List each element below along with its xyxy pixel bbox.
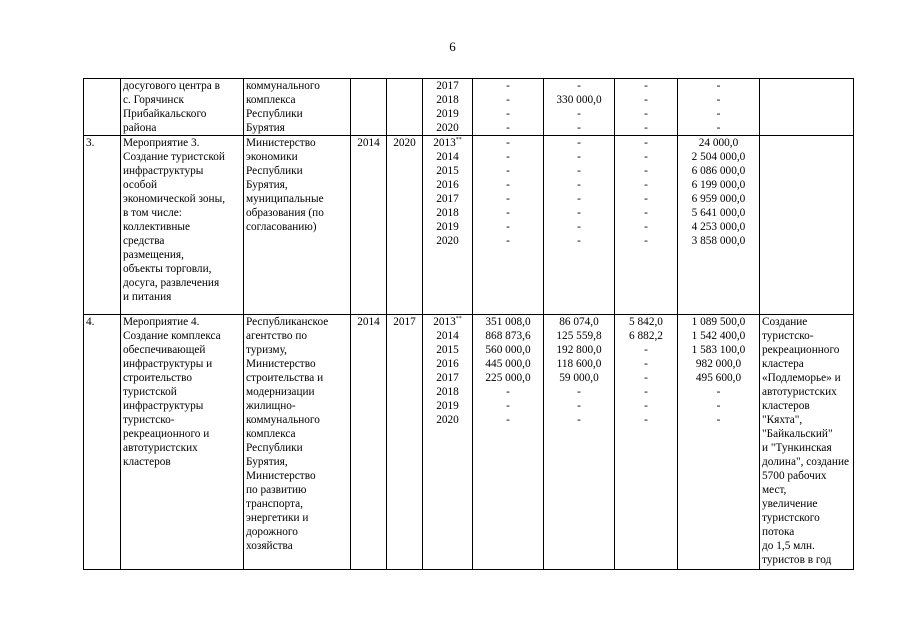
amount-value <box>617 329 675 343</box>
cell-text: 2019 <box>436 108 459 120</box>
cell-text: - <box>506 400 510 412</box>
cell-text: 86 074,0 <box>559 316 599 328</box>
cell-text: - <box>644 235 648 247</box>
start-year <box>351 79 387 136</box>
cell-text: - <box>506 80 510 92</box>
cell-text: 5 641 000,0 <box>691 207 746 219</box>
cell-text: - <box>644 372 648 384</box>
amount-value <box>680 192 757 206</box>
cell-text: - <box>644 344 648 356</box>
funding-col-3 <box>615 315 678 570</box>
cell-text: - <box>644 94 648 106</box>
cell-text: - <box>644 414 648 426</box>
amount-value <box>617 192 675 206</box>
cell-text: - <box>506 94 510 106</box>
amount-value <box>680 79 757 93</box>
amount-value <box>680 315 757 329</box>
year-value <box>425 107 470 121</box>
amount-value <box>680 357 757 371</box>
cell-text: - <box>577 414 581 426</box>
year-value <box>425 93 470 107</box>
cell-text: 225 000,0 <box>485 372 531 384</box>
amount-value <box>617 121 675 135</box>
cell-text: 1 089 500,0 <box>691 316 746 328</box>
cell-text: - <box>577 108 581 120</box>
amount-value <box>546 329 612 343</box>
activity-name: Мероприятие 4. Создание комплекса обеспечивающей инфраструктуры и строительство туристской инфраструктуры туристско- рекреационного и автотуристских кластеров <box>121 315 244 570</box>
cell-text: - <box>644 386 648 398</box>
amount-value <box>680 413 757 427</box>
cell-text: 59 000,0 <box>559 372 599 384</box>
amount-value <box>680 93 757 107</box>
cell-text: - <box>644 108 648 120</box>
cell-text: 445 000,0 <box>485 358 531 370</box>
amount-value <box>475 107 541 121</box>
amount-value <box>546 315 612 329</box>
amount-value <box>680 329 757 343</box>
year-value <box>425 206 470 220</box>
cell-text: - <box>506 207 510 219</box>
cell-text: - <box>716 80 721 92</box>
cell-text: - <box>644 165 648 177</box>
cell-text: 5 842,0 <box>629 316 663 328</box>
amount-value <box>617 399 675 413</box>
cell-text: - <box>506 235 510 247</box>
amount-value <box>680 220 757 234</box>
cell-text: 2016 <box>436 358 459 370</box>
amount-value <box>680 343 757 357</box>
cell-text: - <box>577 400 581 412</box>
start-year: 2014 <box>351 315 387 570</box>
cell-text: - <box>577 193 581 205</box>
expected-result: Создание туристско- рекреационного кластера «Подлеморье» и автотуристских кластеров "Кяхта", "Байкальский" и "Тункинская долина", создание 5700 рабочих мест, увеличение туристского потока до 1,5 млн. туристов в год <box>760 315 854 570</box>
expected-result <box>760 79 854 136</box>
amount-value <box>546 220 612 234</box>
cell-text: 192 800,0 <box>556 344 602 356</box>
amount-value <box>475 136 541 150</box>
amount-value <box>617 413 675 427</box>
table-row <box>84 315 854 570</box>
amount-value <box>475 234 541 248</box>
amount-value <box>475 93 541 107</box>
amount-value <box>475 329 541 343</box>
cell-text: 1 542 400,0 <box>691 330 746 342</box>
cell-text: - <box>506 122 510 134</box>
cell-text: 2020 <box>436 414 459 426</box>
amount-value <box>546 136 612 150</box>
amount-value <box>680 371 757 385</box>
funding-col-3 <box>615 136 678 315</box>
row-number: 3. <box>84 136 121 315</box>
amount-value <box>475 371 541 385</box>
years-list <box>423 79 473 136</box>
cell-text: - <box>716 386 721 398</box>
cell-text: 2014 <box>436 151 459 163</box>
amount-value <box>617 150 675 164</box>
amount-value <box>617 357 675 371</box>
cell-text: 125 559,8 <box>556 330 602 342</box>
funding-col-4 <box>678 79 760 136</box>
amount-value <box>475 385 541 399</box>
end-year <box>387 79 423 136</box>
footnote-mark: ** <box>455 137 462 144</box>
cell-text: - <box>506 414 510 426</box>
cell-text: - <box>644 400 648 412</box>
amount-value <box>475 315 541 329</box>
year-value <box>425 220 470 234</box>
amount-value <box>680 121 757 135</box>
funding-col-1 <box>473 79 544 136</box>
amount-value <box>617 178 675 192</box>
cell-text: - <box>716 414 721 426</box>
cell-text: 560 000,0 <box>485 344 531 356</box>
cell-text: - <box>716 122 721 134</box>
cell-text: 868 873,6 <box>485 330 531 342</box>
amount-value <box>680 136 757 150</box>
year-value <box>425 315 470 329</box>
amount-value <box>475 357 541 371</box>
amount-value <box>546 93 612 107</box>
amount-value <box>617 315 675 329</box>
cell-text: - <box>577 179 581 191</box>
cell-text: - <box>577 235 581 247</box>
cell-text: - <box>577 151 581 163</box>
cell-text: 2020 <box>436 235 459 247</box>
cell-text: 2 504 000,0 <box>691 151 746 163</box>
amount-value <box>680 164 757 178</box>
amount-value <box>475 192 541 206</box>
cell-text: - <box>644 80 648 92</box>
amount-value <box>546 164 612 178</box>
amount-value <box>617 371 675 385</box>
cell-text: - <box>716 108 721 120</box>
expected-result <box>760 136 854 315</box>
years-list <box>423 136 473 315</box>
activity-name: Мероприятие 3. Создание туристской инфраструктуры особой экономической зоны, в том числе: коллективные средства размещения, объекты торговли, досуга, развлечения и питания <box>121 136 244 315</box>
year-value <box>425 371 470 385</box>
cell-text: 6 882,2 <box>629 330 663 342</box>
cell-text: - <box>506 221 510 233</box>
table-row <box>84 136 854 315</box>
cell-text: - <box>644 137 648 149</box>
cell-text: - <box>577 207 581 219</box>
amount-value <box>546 206 612 220</box>
cell-text: - <box>644 358 648 370</box>
start-year: 2014 <box>351 136 387 315</box>
executor: Республиканское агентство по туризму, Министерство строительства и модернизации жилищно- коммунального комплекса Республики Бурятия, Министерство по развитию транспорта, энергетики и дорожного хозяйства <box>244 315 351 570</box>
amount-value <box>546 121 612 135</box>
amount-value <box>475 150 541 164</box>
cell-text: 2013 <box>433 137 456 149</box>
cell-text: - <box>716 400 721 412</box>
amount-value <box>617 136 675 150</box>
year-value <box>425 329 470 343</box>
row-number: 4. <box>84 315 121 570</box>
cell-text: 2018 <box>436 207 459 219</box>
amount-value <box>475 121 541 135</box>
cell-text: 118 600,0 <box>556 358 602 370</box>
cell-text: - <box>716 94 721 106</box>
cell-text: - <box>577 165 581 177</box>
funding-col-1 <box>473 315 544 570</box>
cell-text: 1 583 100,0 <box>691 344 746 356</box>
cell-text: 495 600,0 <box>695 372 742 384</box>
amount-value <box>617 79 675 93</box>
amount-value <box>680 206 757 220</box>
year-value <box>425 178 470 192</box>
amount-value <box>546 399 612 413</box>
amount-value <box>617 107 675 121</box>
funding-col-3 <box>615 79 678 136</box>
page-number: 6 <box>449 39 456 54</box>
amount-value <box>546 192 612 206</box>
cell-text: 3 858 000,0 <box>691 235 746 247</box>
end-year: 2017 <box>387 315 423 570</box>
cell-text: - <box>577 122 581 134</box>
amount-value <box>475 206 541 220</box>
cell-text: - <box>644 221 648 233</box>
year-value <box>425 136 470 150</box>
cell-text: 2017 <box>436 193 459 205</box>
amount-value <box>546 107 612 121</box>
amount-value <box>680 150 757 164</box>
cell-text: - <box>506 165 510 177</box>
cell-text: - <box>577 137 581 149</box>
amount-value <box>680 178 757 192</box>
year-value <box>425 343 470 357</box>
cell-text: - <box>644 122 648 134</box>
cell-text: 2019 <box>436 221 459 233</box>
amount-value <box>475 399 541 413</box>
row-number <box>84 79 121 136</box>
cell-text: 4 253 000,0 <box>691 221 746 233</box>
cell-text: - <box>577 221 581 233</box>
amount-value <box>546 357 612 371</box>
amount-value <box>680 385 757 399</box>
executor: Министерство экономики Республики Бурятия, муниципальные образования (по согласованию) <box>244 136 351 315</box>
amount-value <box>617 164 675 178</box>
cell-text: 2019 <box>436 400 459 412</box>
cell-text: - <box>506 137 510 149</box>
cell-text: 2013 <box>433 316 456 328</box>
amount-value <box>475 164 541 178</box>
cell-text: 2014 <box>436 330 459 342</box>
amount-value <box>546 234 612 248</box>
table-row <box>84 79 854 136</box>
cell-text: 2020 <box>436 122 459 134</box>
activity-name: досугового центра в с. Горячинск Прибайкальского района <box>121 79 244 136</box>
cell-text: - <box>577 80 581 92</box>
cell-text: - <box>506 193 510 205</box>
cell-text: 2017 <box>436 372 459 384</box>
funding-col-4 <box>678 315 760 570</box>
end-year: 2020 <box>387 136 423 315</box>
cell-text: - <box>644 193 648 205</box>
cell-text: 330 000,0 <box>556 94 602 106</box>
amount-value <box>617 206 675 220</box>
cell-text: - <box>506 386 510 398</box>
funding-col-2 <box>544 315 615 570</box>
amount-value <box>546 79 612 93</box>
amount-value <box>617 93 675 107</box>
amount-value <box>680 399 757 413</box>
year-value <box>425 192 470 206</box>
year-value <box>425 399 470 413</box>
funding-col-2 <box>544 79 615 136</box>
amount-value <box>475 343 541 357</box>
cell-text: 982 000,0 <box>695 358 742 370</box>
amount-value <box>680 234 757 248</box>
year-value <box>425 234 470 248</box>
amount-value <box>475 413 541 427</box>
program-table <box>83 78 854 570</box>
amount-value <box>617 385 675 399</box>
amount-value <box>475 178 541 192</box>
year-value <box>425 121 470 135</box>
amount-value <box>680 107 757 121</box>
amount-value <box>617 220 675 234</box>
year-value <box>425 357 470 371</box>
amount-value <box>546 371 612 385</box>
amount-value <box>546 150 612 164</box>
years-list <box>423 315 473 570</box>
cell-text: 6 959 000,0 <box>691 193 746 205</box>
cell-text: - <box>506 108 510 120</box>
cell-text: - <box>506 151 510 163</box>
executor: коммунального комплекса Республики Бурятия <box>244 79 351 136</box>
cell-text: - <box>644 179 648 191</box>
year-value <box>425 79 470 93</box>
cell-text: - <box>644 207 648 219</box>
cell-text: 2018 <box>436 94 459 106</box>
cell-text: 2015 <box>436 344 459 356</box>
cell-text: 6 086 000,0 <box>691 165 746 177</box>
amount-value <box>546 413 612 427</box>
funding-col-2 <box>544 136 615 315</box>
year-value <box>425 413 470 427</box>
cell-text: 2016 <box>436 179 459 191</box>
amount-value <box>617 234 675 248</box>
amount-value <box>546 178 612 192</box>
footnote-mark: ** <box>455 316 462 323</box>
amount-value <box>546 385 612 399</box>
year-value <box>425 164 470 178</box>
amount-value <box>617 343 675 357</box>
funding-col-4 <box>678 136 760 315</box>
cell-text: 2015 <box>436 165 459 177</box>
cell-text: 2017 <box>436 80 459 92</box>
cell-text: - <box>577 386 581 398</box>
cell-text: - <box>506 179 510 191</box>
year-value <box>425 385 470 399</box>
amount-value <box>475 220 541 234</box>
cell-text: 6 199 000,0 <box>691 179 746 191</box>
amount-value <box>475 79 541 93</box>
cell-text: 24 000,0 <box>698 137 739 149</box>
amount-value <box>546 343 612 357</box>
year-value <box>425 150 470 164</box>
cell-text: 351 008,0 <box>485 316 531 328</box>
funding-col-1 <box>473 136 544 315</box>
cell-text: - <box>644 151 648 163</box>
cell-text: 2018 <box>436 386 459 398</box>
